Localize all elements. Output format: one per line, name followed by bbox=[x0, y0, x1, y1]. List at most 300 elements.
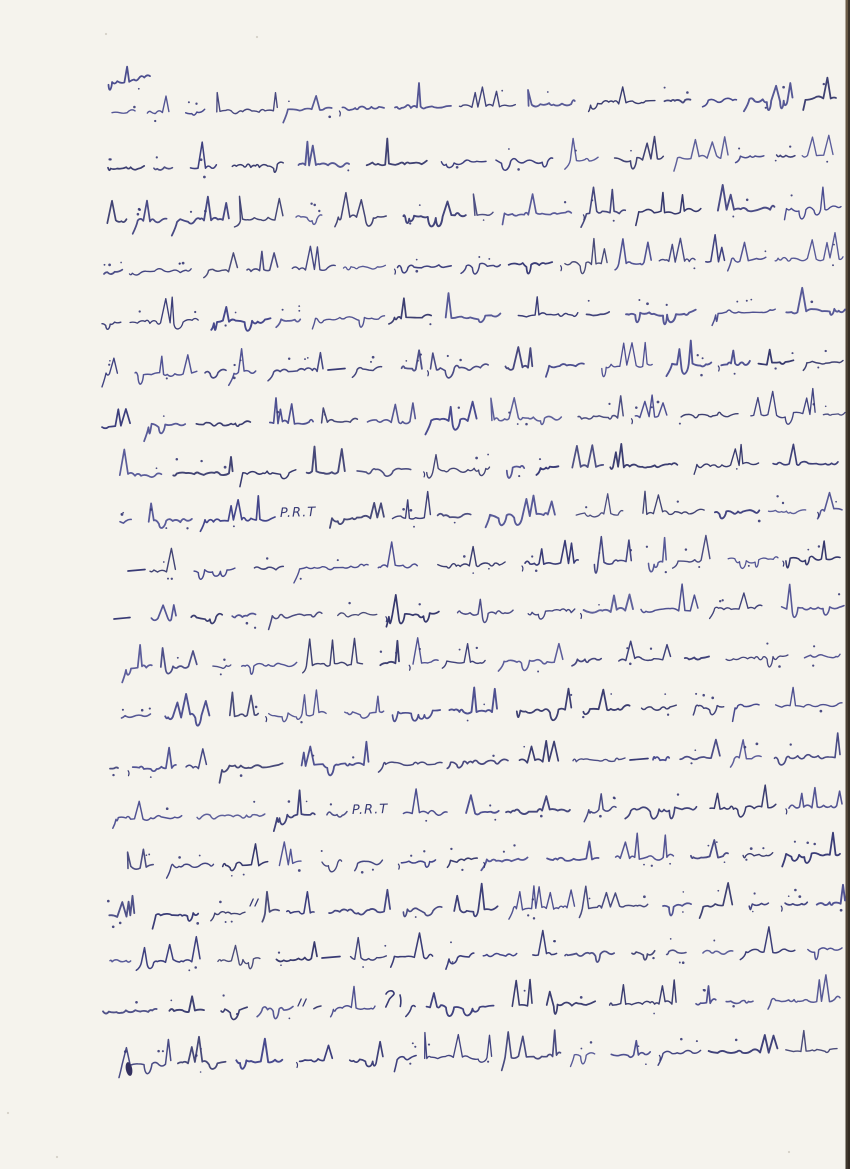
diacritic-dot bbox=[702, 694, 705, 697]
diacritic-dot bbox=[467, 720, 469, 722]
diacritic-dot bbox=[703, 989, 705, 991]
diacritic-dot bbox=[652, 957, 654, 959]
diacritic-dot bbox=[575, 150, 577, 152]
diacritic-dot bbox=[312, 755, 314, 757]
diacritic-dot bbox=[231, 921, 233, 923]
diacritic-dot bbox=[300, 721, 302, 723]
paper-speck bbox=[7, 1112, 9, 1114]
diacritic-dot bbox=[582, 716, 584, 718]
diacritic-dot bbox=[170, 1000, 172, 1002]
diacritic-dot bbox=[517, 168, 520, 171]
diacritic-dot bbox=[782, 86, 785, 89]
diacritic-dot bbox=[165, 527, 167, 529]
diacritic-dot bbox=[745, 859, 747, 861]
diacritic-dot bbox=[585, 506, 587, 508]
diacritic-dot bbox=[288, 1017, 290, 1019]
diacritic-dot bbox=[402, 508, 405, 511]
diacritic-dot bbox=[328, 115, 331, 118]
diacritic-dot bbox=[707, 845, 709, 847]
diacritic-dot bbox=[223, 659, 225, 661]
diacritic-dot bbox=[310, 202, 312, 204]
diacritic-dot bbox=[119, 922, 122, 925]
diacritic-dot bbox=[732, 216, 734, 218]
diacritic-dot bbox=[463, 555, 466, 558]
diacritic-dot bbox=[124, 1050, 127, 1053]
diacritic-dot bbox=[580, 1048, 582, 1050]
diacritic-dot bbox=[415, 916, 417, 918]
diacritic-dot bbox=[166, 807, 169, 810]
diacritic-dot bbox=[278, 951, 280, 953]
diacritic-dot bbox=[614, 797, 616, 799]
diacritic-dot bbox=[219, 901, 222, 904]
diacritic-dot bbox=[150, 508, 153, 511]
diacritic-dot bbox=[645, 1063, 647, 1065]
diacritic-dot bbox=[813, 403, 816, 406]
diacritic-dot bbox=[685, 548, 687, 550]
diacritic-dot bbox=[104, 264, 106, 266]
diacritic-dot bbox=[452, 961, 454, 963]
diacritic-dot bbox=[224, 324, 226, 326]
diacritic-dot bbox=[380, 650, 382, 652]
diacritic-dot bbox=[348, 602, 350, 604]
diacritic-dot bbox=[163, 415, 165, 417]
diacritic-dot bbox=[532, 898, 534, 900]
diacritic-dot bbox=[472, 572, 474, 574]
diacritic-dot bbox=[589, 898, 591, 900]
diacritic-dot bbox=[719, 600, 721, 602]
diacritic-dot bbox=[746, 300, 748, 302]
diacritic-dot bbox=[697, 354, 699, 356]
diacritic-dot bbox=[347, 169, 349, 171]
diacritic-dot bbox=[832, 264, 834, 266]
diacritic-dot bbox=[414, 1046, 416, 1048]
diacritic-dot bbox=[243, 874, 245, 876]
diacritic-dot bbox=[450, 848, 452, 850]
diacritic-dot bbox=[746, 199, 749, 202]
diacritic-dot bbox=[840, 909, 843, 912]
diacritic-dot bbox=[807, 549, 809, 551]
diacritic-dot bbox=[420, 354, 422, 356]
diacritic-dot bbox=[304, 358, 306, 360]
diacritic-dot bbox=[677, 500, 679, 502]
diacritic-dot bbox=[580, 996, 583, 999]
diacritic-dot bbox=[630, 150, 632, 152]
diacritic-dot bbox=[456, 166, 459, 169]
diacritic-dot bbox=[200, 1048, 202, 1050]
diacritic-dot bbox=[167, 578, 169, 580]
diacritic-dot bbox=[370, 361, 372, 363]
diacritic-dot bbox=[412, 1042, 414, 1044]
diacritic-dot bbox=[148, 853, 150, 855]
diacritic-dot bbox=[276, 411, 279, 414]
diacritic-dot bbox=[154, 120, 156, 122]
diacritic-dot bbox=[750, 299, 752, 301]
diacritic-dot bbox=[782, 502, 784, 504]
diacritic-dot bbox=[523, 746, 525, 748]
diacritic-dot bbox=[651, 406, 653, 408]
diacritic-dot bbox=[288, 100, 290, 102]
diacritic-dot bbox=[246, 622, 249, 625]
diacritic-dot bbox=[476, 647, 478, 649]
diacritic-dot bbox=[508, 412, 510, 414]
diacritic-dot bbox=[547, 91, 549, 93]
diacritic-dot bbox=[428, 1044, 430, 1046]
diacritic-dot bbox=[146, 854, 148, 856]
diacritic-dot bbox=[471, 1011, 473, 1013]
diacritic-dot bbox=[680, 1038, 683, 1041]
diacritic-dot bbox=[475, 457, 478, 460]
diacritic-dot bbox=[588, 300, 590, 302]
diacritic-dot bbox=[352, 756, 354, 758]
diacritic-dot bbox=[410, 855, 412, 857]
diacritic-dot bbox=[752, 911, 754, 913]
diacritic-dot bbox=[679, 423, 681, 425]
diacritic-dot bbox=[535, 569, 538, 572]
diacritic-dot bbox=[324, 414, 326, 416]
diacritic-dot bbox=[489, 804, 491, 806]
diacritic-dot bbox=[667, 714, 669, 716]
diacritic-dot bbox=[734, 373, 736, 375]
diacritic-dot bbox=[195, 1054, 198, 1057]
diacritic-dot bbox=[817, 366, 819, 368]
diacritic-dot bbox=[298, 305, 300, 307]
diacritic-dot bbox=[459, 359, 462, 362]
diacritic-dot bbox=[736, 301, 738, 303]
diacritic-dot bbox=[818, 545, 820, 547]
diacritic-dot bbox=[450, 941, 452, 943]
diacritic-dot bbox=[194, 966, 197, 969]
diacritic-dot bbox=[255, 706, 258, 709]
diacritic-dot bbox=[150, 776, 152, 778]
diacritic-dot bbox=[744, 746, 747, 749]
diacritic-dot bbox=[141, 709, 144, 712]
diacritic-dot bbox=[791, 352, 793, 354]
diacritic-dot bbox=[186, 527, 188, 529]
diacritic-dot bbox=[188, 969, 190, 971]
diacritic-dot bbox=[177, 657, 179, 659]
diacritic-dot bbox=[194, 311, 196, 313]
diacritic-dot bbox=[524, 990, 526, 992]
diacritic-dot bbox=[321, 850, 323, 852]
diacritic-dot bbox=[762, 847, 764, 849]
diacritic-dot bbox=[156, 156, 158, 158]
diacritic-dot bbox=[162, 1050, 164, 1052]
diacritic-dot bbox=[413, 526, 415, 528]
diacritic-dot bbox=[643, 864, 645, 866]
diacritic-dot bbox=[166, 377, 168, 379]
diacritic-dot bbox=[750, 847, 753, 850]
diacritic-dot bbox=[163, 561, 165, 563]
diacritic-dot bbox=[690, 762, 692, 764]
diacritic-dot bbox=[806, 842, 809, 845]
diacritic-dot bbox=[330, 803, 332, 805]
diacritic-dot bbox=[199, 855, 201, 857]
diacritic-dot bbox=[109, 360, 111, 362]
digit-one bbox=[400, 995, 401, 1007]
diacritic-dot bbox=[300, 578, 302, 580]
diacritic-dot bbox=[732, 1005, 735, 1008]
diacritic-dot bbox=[775, 160, 777, 162]
diacritic-dot bbox=[531, 555, 533, 557]
diacritic-dot bbox=[195, 103, 197, 105]
diacritic-dot bbox=[139, 209, 141, 211]
diacritic-dot bbox=[225, 921, 227, 923]
diacritic-dot bbox=[178, 856, 181, 859]
diacritic-dot bbox=[182, 262, 185, 265]
paper-speck bbox=[256, 36, 258, 38]
diacritic-dot bbox=[487, 454, 489, 456]
diacritic-dot bbox=[677, 793, 679, 795]
diacritic-dot bbox=[713, 940, 715, 942]
diacritic-dot bbox=[233, 525, 235, 527]
paper-speck bbox=[56, 1156, 58, 1158]
diacritic-dot bbox=[135, 1001, 138, 1004]
diacritic-dot bbox=[487, 1061, 489, 1063]
diacritic-dot bbox=[253, 801, 255, 803]
diacritic-dot bbox=[686, 91, 689, 94]
diacritic-dot bbox=[735, 1039, 738, 1042]
diacritic-dot bbox=[361, 871, 364, 874]
diacritic-dot bbox=[112, 925, 115, 928]
diacritic-dot bbox=[838, 593, 840, 595]
diacritic-dot bbox=[220, 673, 222, 675]
diacritic-dot bbox=[598, 604, 600, 606]
diacritic-dot bbox=[108, 158, 110, 160]
diacritic-dot bbox=[653, 1013, 655, 1015]
diacritic-dot bbox=[447, 355, 449, 357]
diacritic-dot bbox=[646, 546, 648, 548]
diacritic-dot bbox=[758, 520, 761, 523]
diacritic-dot bbox=[833, 244, 835, 246]
diacritic-dot bbox=[133, 106, 136, 109]
diacritic-dot bbox=[527, 914, 529, 916]
diacritic-dot bbox=[700, 374, 703, 377]
diacritic-dot bbox=[405, 360, 407, 362]
diacritic-dot bbox=[501, 90, 503, 92]
diacritic-dot bbox=[722, 599, 724, 601]
diacritic-dot bbox=[826, 161, 828, 163]
diacritic-dot bbox=[459, 649, 461, 651]
diacritic-dot bbox=[492, 755, 494, 757]
diacritic-dot bbox=[384, 945, 386, 947]
diacritic-dot bbox=[176, 458, 179, 461]
latin-token-prt: P.R.T bbox=[351, 802, 389, 818]
diacritic-dot bbox=[419, 648, 421, 650]
diacritic-dot bbox=[280, 964, 282, 966]
diacritic-dot bbox=[200, 460, 202, 462]
diacritic-dot bbox=[409, 222, 411, 224]
diacritic-dot bbox=[695, 693, 697, 695]
latin-token-prt: P.R.T bbox=[279, 505, 317, 521]
diacritic-dot bbox=[288, 357, 290, 359]
diacritic-dot bbox=[765, 250, 767, 252]
diacritic-dot bbox=[254, 627, 256, 629]
diacritic-dot bbox=[835, 501, 837, 503]
diacritic-dot bbox=[494, 819, 496, 821]
diacritic-dot bbox=[610, 693, 612, 695]
diacritic-dot bbox=[222, 994, 224, 996]
diacritic-dot bbox=[518, 475, 520, 477]
diacritic-dot bbox=[188, 101, 190, 103]
diacritic-dot bbox=[483, 219, 485, 221]
diacritic-dot bbox=[318, 210, 320, 212]
diacritic-dot bbox=[664, 693, 666, 695]
diacritic-dot bbox=[724, 861, 726, 863]
diacritic-dot bbox=[738, 147, 740, 149]
diacritic-dot bbox=[171, 578, 173, 580]
diacritic-dot bbox=[107, 900, 110, 903]
diacritic-dot bbox=[825, 350, 827, 352]
diacritic-dot bbox=[774, 367, 776, 369]
diacritic-dot bbox=[418, 603, 420, 605]
diacritic-dot bbox=[635, 406, 638, 409]
diacritic-dot bbox=[488, 568, 490, 570]
paper-speck bbox=[105, 33, 107, 35]
diacritic-dot bbox=[149, 708, 151, 710]
diacritic-dot bbox=[200, 1071, 202, 1073]
diacritic-dot bbox=[233, 364, 235, 366]
diacritic-dot bbox=[362, 966, 364, 968]
diacritic-dot bbox=[236, 1013, 238, 1015]
diacritic-dot bbox=[630, 549, 632, 551]
diacritic-dot bbox=[121, 513, 123, 515]
diacritic-dot bbox=[778, 665, 781, 668]
diacritic-dot bbox=[570, 694, 572, 696]
diacritic-dot bbox=[669, 863, 671, 865]
diacritic-dot bbox=[288, 800, 291, 803]
diacritic-dot bbox=[590, 1041, 593, 1044]
diacritic-dot bbox=[112, 774, 114, 776]
diacritic-dot bbox=[693, 267, 695, 269]
diacritic-dot bbox=[108, 264, 111, 267]
diacritic-dot bbox=[157, 1050, 160, 1053]
diacritic-dot bbox=[754, 892, 756, 894]
diacritic-dot bbox=[224, 466, 227, 469]
diacritic-dot bbox=[372, 869, 374, 871]
diacritic-dot bbox=[137, 213, 140, 216]
diacritic-dot bbox=[337, 559, 339, 561]
diacritic-dot bbox=[204, 210, 207, 213]
diacritic-dot bbox=[794, 889, 797, 892]
diacritic-dot bbox=[599, 815, 602, 818]
diacritic-dot bbox=[454, 522, 456, 524]
diacritic-dot bbox=[240, 774, 243, 777]
diacritic-dot bbox=[122, 709, 124, 711]
diacritic-dot bbox=[540, 815, 543, 818]
diacritic-dot bbox=[765, 107, 767, 109]
diacritic-dot bbox=[776, 495, 778, 497]
diacritic-dot bbox=[789, 145, 791, 147]
diacritic-dot bbox=[415, 270, 418, 273]
diacritic-dot bbox=[231, 875, 233, 877]
diacritic-dot bbox=[190, 211, 192, 213]
diacritic-dot bbox=[423, 850, 425, 852]
diacritic-dot bbox=[791, 194, 793, 196]
diacritic-dot bbox=[409, 1063, 411, 1065]
diacritic-dot bbox=[613, 220, 615, 222]
diacritic-dot bbox=[823, 83, 825, 85]
diacritic-dot bbox=[539, 458, 541, 460]
diacritic-dot bbox=[790, 743, 792, 745]
diacritic-dot bbox=[717, 890, 719, 892]
diacritic-dot bbox=[702, 357, 704, 359]
diacritic-dot bbox=[372, 356, 375, 359]
diacritic-dot bbox=[812, 664, 814, 666]
diacritic-dot bbox=[788, 895, 790, 897]
diacritic-dot bbox=[425, 820, 427, 822]
diacritic-dot bbox=[665, 571, 667, 573]
diacritic-dot bbox=[694, 749, 696, 751]
diacritic-dot bbox=[313, 204, 316, 207]
diacritic-dot bbox=[629, 663, 632, 666]
diacritic-dot bbox=[813, 645, 815, 647]
diacritic-dot bbox=[626, 647, 628, 649]
diacritic-dot bbox=[696, 1040, 698, 1042]
diacritic-dot bbox=[266, 557, 268, 559]
diacritic-dot bbox=[196, 922, 199, 925]
diacritic-dot bbox=[748, 565, 750, 567]
diacritic-dot bbox=[513, 844, 515, 846]
diacritic-dot bbox=[679, 962, 681, 964]
diacritic-dot bbox=[200, 158, 203, 161]
diacritic-dot bbox=[608, 403, 610, 405]
diacritic-dot bbox=[794, 841, 796, 843]
diacritic-dot bbox=[488, 258, 490, 260]
diacritic-dot bbox=[203, 176, 206, 179]
diacritic-dot bbox=[478, 256, 480, 258]
diacritic-dot bbox=[682, 891, 684, 893]
diacritic-dot bbox=[458, 407, 460, 409]
diacritic-dot bbox=[307, 357, 309, 359]
diacritic-dot bbox=[417, 360, 419, 362]
diacritic-dot bbox=[666, 304, 668, 306]
diacritic-dot bbox=[638, 299, 640, 301]
diacritic-dot bbox=[240, 359, 242, 361]
diacritic-dot bbox=[638, 1045, 640, 1047]
diacritic-dot bbox=[179, 263, 181, 265]
diacritic-dot bbox=[282, 309, 284, 311]
diacritic-dot bbox=[395, 652, 397, 654]
diacritic-dot bbox=[508, 148, 510, 150]
diacritic-dot bbox=[235, 312, 237, 314]
diacritic-dot bbox=[419, 204, 421, 206]
diacritic-dot bbox=[756, 743, 759, 746]
paper-speck bbox=[788, 1151, 790, 1153]
diacritic-dot bbox=[138, 88, 140, 90]
diacritic-dot bbox=[664, 87, 666, 89]
diacritic-dot bbox=[139, 310, 141, 312]
diacritic-dot bbox=[599, 552, 601, 554]
diacritic-dot bbox=[711, 697, 714, 700]
diacritic-dot bbox=[525, 423, 528, 426]
diacritic-dot bbox=[298, 310, 300, 312]
diacritic-dot bbox=[108, 364, 110, 366]
diacritic-dot bbox=[533, 917, 535, 919]
diacritic-dot bbox=[820, 710, 823, 713]
diacritic-dot bbox=[156, 467, 158, 469]
diacritic-dot bbox=[682, 961, 685, 964]
diacritic-dot bbox=[698, 566, 700, 568]
diacritic-dot bbox=[591, 199, 593, 201]
diacritic-dot bbox=[643, 895, 646, 898]
diacritic-dot bbox=[564, 201, 566, 203]
diacritic-dot bbox=[650, 648, 652, 650]
diacritic-dot bbox=[670, 938, 672, 940]
diacritic-dot bbox=[429, 323, 431, 325]
diacritic-dot bbox=[682, 911, 684, 913]
diacritic-dot bbox=[410, 509, 413, 512]
diacritic-dot bbox=[646, 302, 649, 305]
